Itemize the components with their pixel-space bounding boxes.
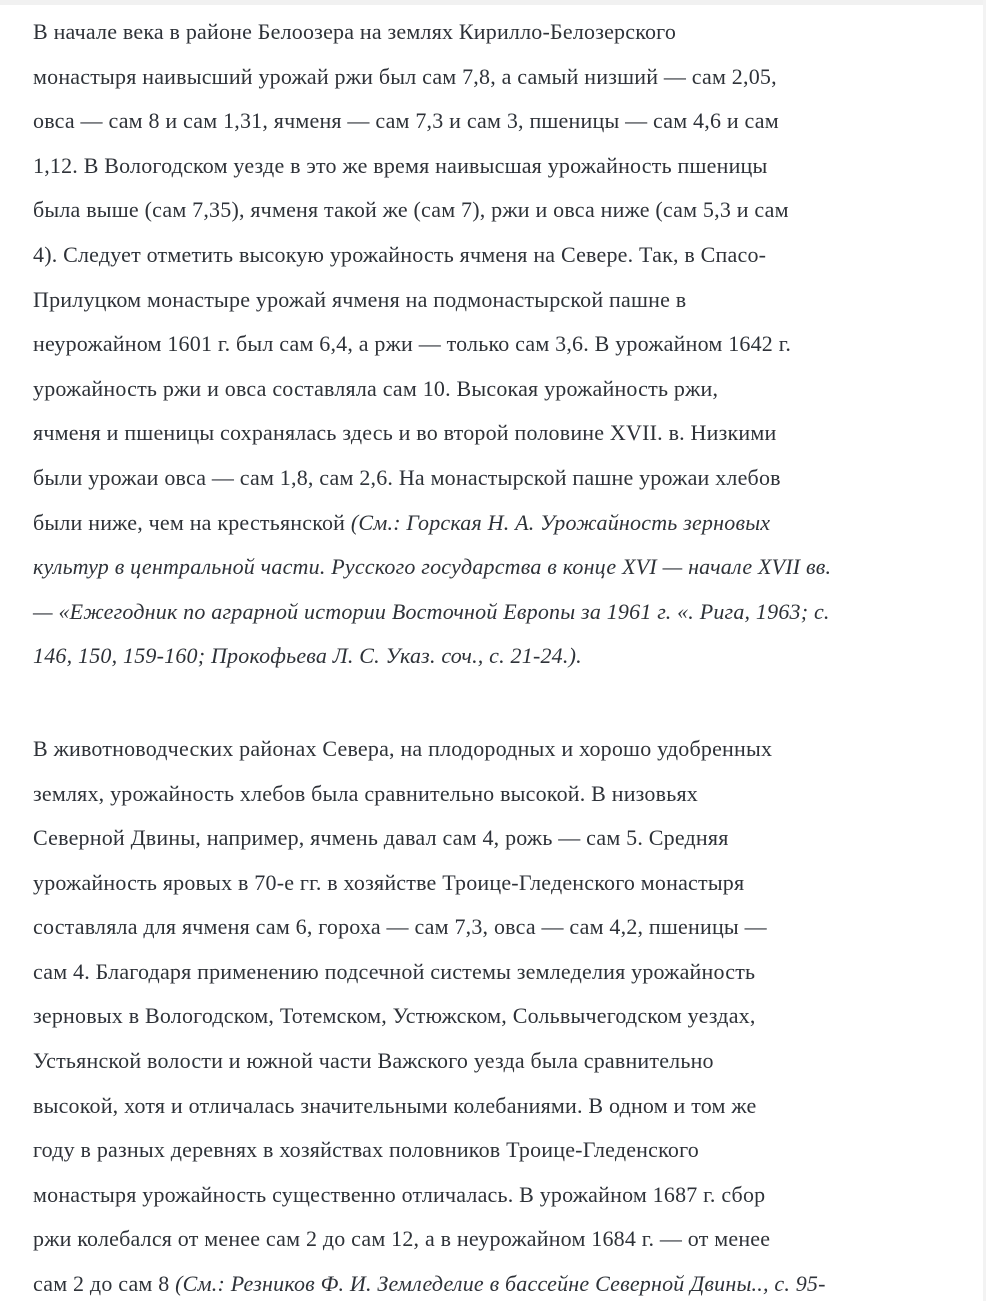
citation-text: 146, 150, 159-160; Прокофьева Л. С. Указ. соч., с. 21-24.). [33,643,582,669]
body-text: Северной Двины, например, ячмень давал сам 4, рожь — сам 5. Средняя [33,825,729,851]
body-text: 1,12. В Вологодском уезде в это же время наивысшая урожайность пшеницы [33,152,768,178]
body-text: урожайность яровых в 70-е гг. в хозяйстве Троице-Гледенского монастыря [33,869,745,895]
body-text: В животноводческих районах Севера, на плодородных и хорошо удобренных [33,735,773,761]
text-line [33,55,958,100]
text-line [33,727,958,772]
text-line [33,861,958,906]
text-line [33,322,958,367]
text-line [33,590,958,635]
body-text: высокой, хотя и отличалась значительными колебаниями. В одном и том же [33,1092,757,1118]
body-text: составляла для ячменя сам 6, гороха — сам 7,3, овса — сам 4,2, пшеницы — [33,914,767,940]
body-text: были урожаи овса — сам 1,8, сам 2,6. На монастырской пашне урожаи хлебов [33,464,781,490]
body-text: зерновых в Вологодском, Тотемском, Устюжском, Сольвычегодском уездах, [33,1003,756,1029]
text-line [33,1084,958,1129]
page-top-border [0,0,986,5]
body-text: монастыря наивысший урожай ржи был сам 7,8, а самый низший — сам 2,05, [33,63,777,89]
text-line [33,1262,958,1307]
text-line [33,634,958,679]
body-text: Устьянской волости и южной части Важского уезда была сравнительно [33,1048,714,1074]
text-line [33,1217,958,1262]
text-line [33,144,958,189]
body-text: сам 2 до сам 8 [33,1271,176,1297]
body-text: ржи колебался от менее сам 2 до сам 12, а в неурожайном 1684 г. — от менее [33,1226,771,1252]
body-text: урожайность ржи и овса составляла сам 10. Высокая урожайность ржи, [33,375,719,401]
text-line [33,456,958,501]
citation-text: культур в центральной части. Русского государства в конце XVI — начале XVII вв. [33,554,832,580]
text-line [33,411,958,456]
text-line [33,1128,958,1173]
body-text: Прилуцком монастыре урожай ячменя на подмонастырской пашне в [33,286,687,312]
text-line [33,233,958,278]
body-text: неурожайном 1601 г. был сам 6,4, а ржи — только сам 3,6. В урожайном 1642 г. [33,331,792,357]
document-content [33,10,958,1307]
text-line [33,99,958,144]
body-text: году в разных деревнях в хозяйствах половников Троице-Гледенского [33,1137,699,1163]
text-line [33,545,958,590]
text-line [33,367,958,412]
text-line [33,816,958,861]
text-line [33,950,958,995]
text-line [33,772,958,817]
citation-text: (См.: Горская Н. А. Урожайность зерновых [350,509,771,535]
body-text: монастыря урожайность существенно отличалась. В урожайном 1687 г. сбор [33,1181,766,1207]
text-line [33,1173,958,1218]
text-line [33,278,958,323]
body-text: ячменя и пшеницы сохранялась здесь и во второй половине XVII. в. Низкими [33,420,777,446]
text-line [33,994,958,1039]
text-line [33,905,958,950]
body-text: сам 4. Благодаря применению подсечной системы земледелия урожайность [33,958,756,984]
citation-text: — «Ежегодник по аграрной истории Восточной Европы за 1961 г. «. Рига, 1963; с. [33,598,830,624]
body-text: землях, урожайность хлебов была сравнительно высокой. В низовьях [33,780,698,806]
text-line [33,501,958,546]
body-text: 4). Следует отметить высокую урожайность ячменя на Севере. Так, в Спасо- [33,241,767,267]
text-line [33,10,958,55]
body-text: была выше (сам 7,35), ячменя такой же (сам 7), ржи и овса ниже (сам 5,3 и сам [33,197,789,223]
body-text: были ниже, чем на крестьянской [33,509,351,535]
text-line [33,1039,958,1084]
citation-text: (См.: Резников Ф. И. Земледелие в бассейне Северной Двины.., с. 95- [175,1271,826,1297]
paragraph [33,727,958,1307]
body-text: овса — сам 8 и сам 1,31, ячменя — сам 7,3 и сам 3, пшеницы — сам 4,6 и сам [33,108,779,134]
text-line [33,188,958,233]
paragraph [33,10,958,679]
body-text: В начале века в районе Белоозера на землях Кирилло-Белозерского [33,19,677,44]
